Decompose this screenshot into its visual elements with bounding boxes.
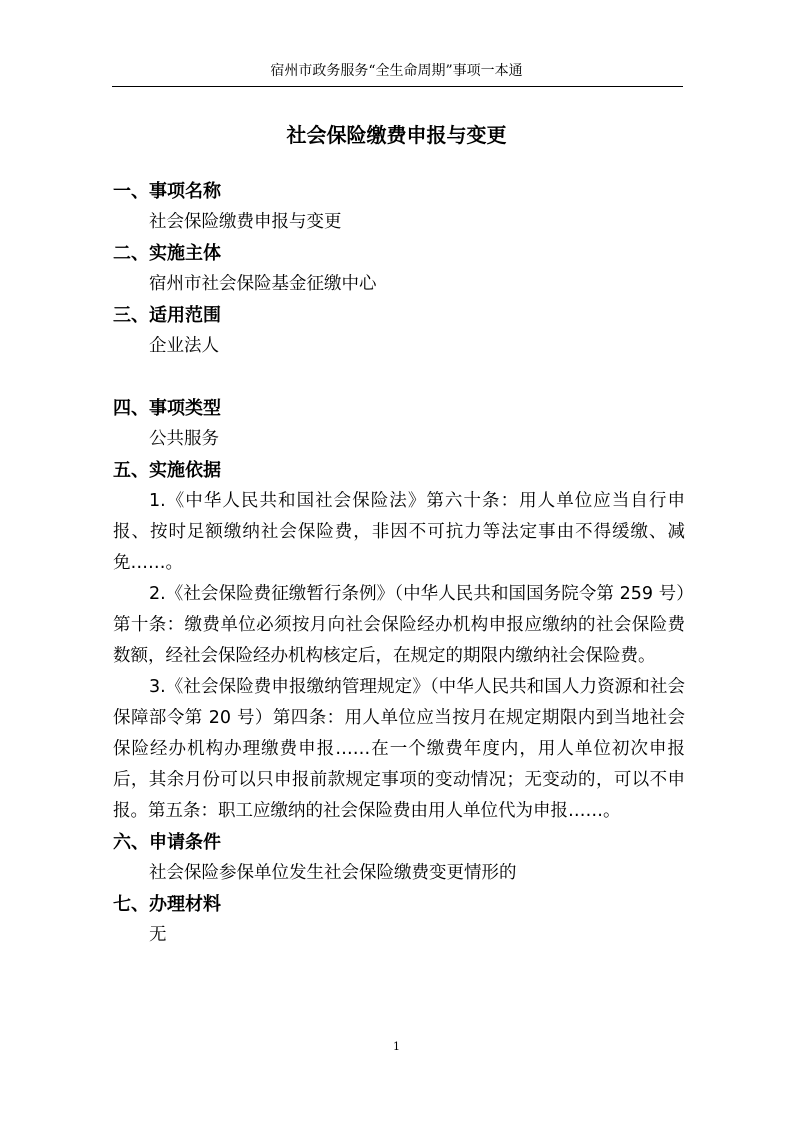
legal-basis-paragraph-1: 1.《中华人民共和国社会保险法》第六十条：用人单位应当自行申报、按时足额缴纳社会保险费，非因不可抗力等法定事由不得缓缴、减免……。 (113, 491, 685, 573)
section-content-item-name: 社会保险缴费申报与变更 (149, 212, 342, 232)
section-content-implementing-body: 宿州市社会保险基金征缴中心 (149, 274, 377, 294)
legal-basis-paragraph-3: 3.《社会保险费申报缴纳管理规定》（中华人民共和国人力资源和社会保障部令第 20 号）第四条：用人单位应当按月在规定期限内到当地社会保险经办机构办理缴费申报……在一个缴费年度内，用人单位初次申报后，其余月份可以只申报前款规定事项的变动情况；无变动的，可以不申报。第五条：职工应缴纳的社会保险费由用人单位代为申报……。 (113, 677, 685, 821)
section-content-conditions: 社会保险参保单位发生社会保险缴费变更情形的 (149, 863, 517, 883)
section-content-item-type: 公共服务 (149, 429, 219, 449)
legal-basis-paragraph-2: 2.《社会保险费征缴暂行条例》（中华人民共和国国务院令第 259 号）第十条：缴费单位必须按月向社会保险经办机构申报应缴纳的社会保险费数额，经社会保险经办机构核定后，在规定的期限内缴纳社会保险费。 (113, 584, 685, 666)
document-title: 社会保险缴费申报与变更 (286, 123, 507, 147)
section-heading-conditions: 六、申请条件 (113, 832, 221, 853)
section-heading-item-name: 一、事项名称 (113, 181, 221, 202)
section-heading-item-type: 四、事项类型 (113, 398, 221, 419)
document-body (113, 176, 685, 951)
section-content-materials: 无 (149, 925, 167, 945)
section-heading-implementing-body: 二、实施主体 (113, 243, 221, 264)
header-divider (112, 86, 683, 87)
blank-line (113, 362, 685, 393)
page-number: 1 (393, 1040, 400, 1053)
section-heading-scope: 三、适用范围 (113, 305, 221, 326)
section-heading-materials: 七、办理材料 (113, 894, 221, 915)
section-heading-legal-basis: 五、实施依据 (113, 460, 221, 481)
page-header: 宿州市政务服务“全生命周期”事项一本通 (270, 63, 523, 79)
section-content-scope: 企业法人 (149, 336, 219, 356)
